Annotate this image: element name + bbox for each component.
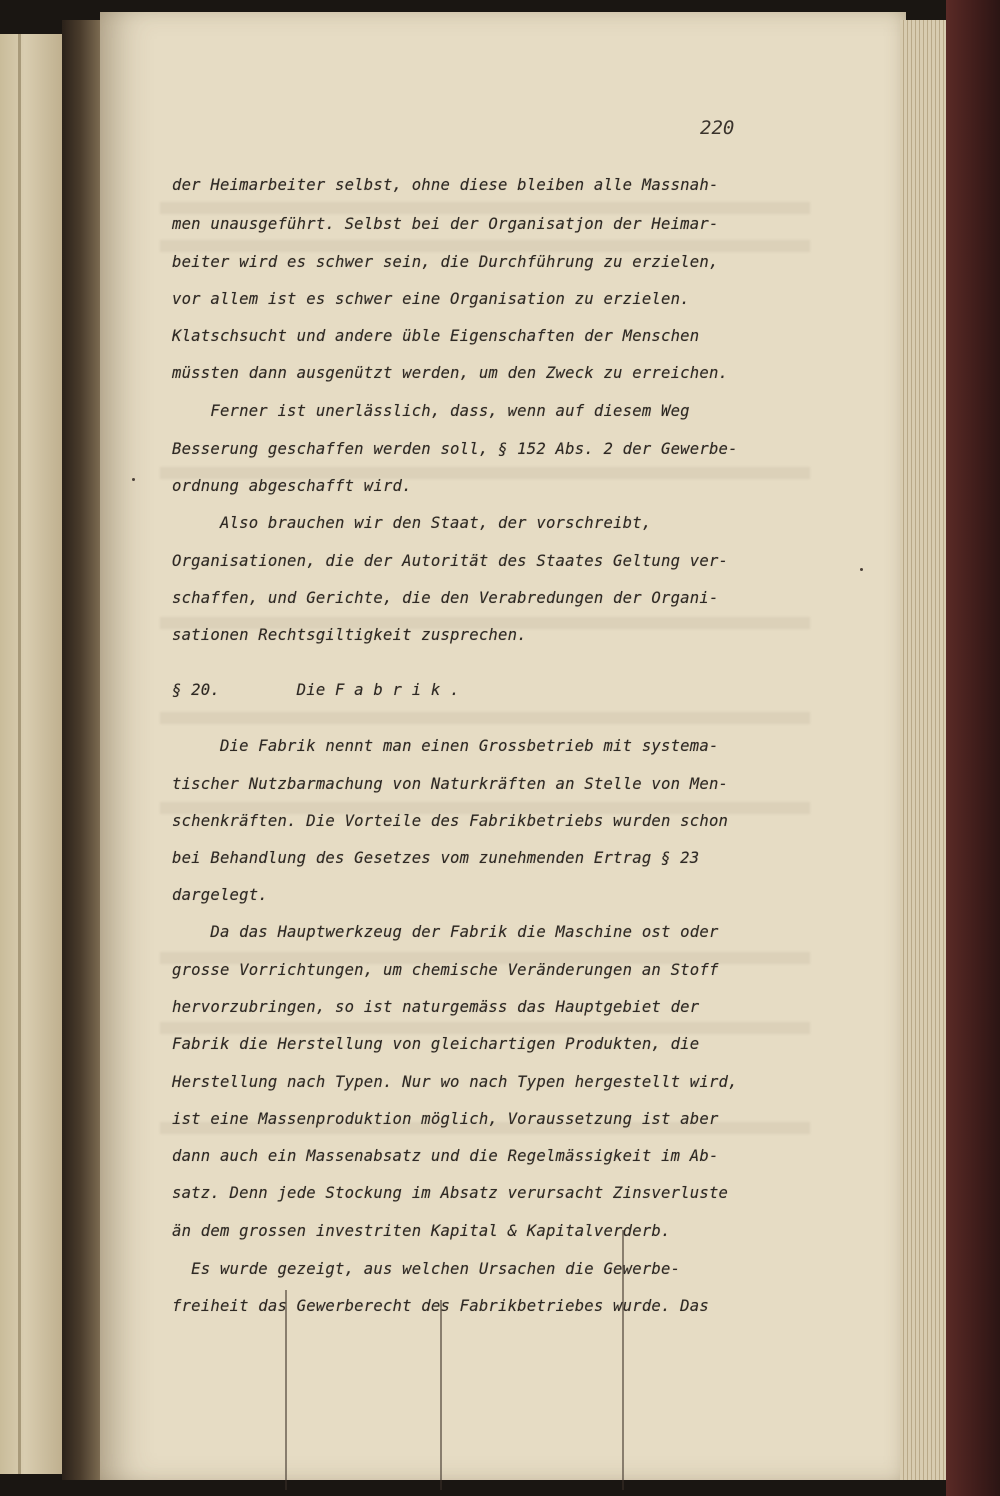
text-line: sationen Rechtsgiltigkeit zusprechen.: [172, 626, 527, 644]
text-line: hervorzubringen, so ist naturgemäss das Hauptgebiet der: [172, 998, 700, 1016]
page-edges: [900, 20, 946, 1480]
text-line: Ferner ist unerlässlich, dass, wenn auf diesem Weg: [172, 402, 690, 420]
text-line: dargelegt.: [172, 886, 268, 904]
text-line: Besserung geschaffen werden soll, § 152 Abs. 2 der Gewerbe-: [172, 440, 738, 458]
text-line: vor allem ist es schwer eine Organisation zu erzielen.: [172, 290, 690, 308]
left-page-edge: [0, 34, 64, 1474]
text-line: Herstellung nach Typen. Nur wo nach Typen hergestellt wird,: [172, 1073, 738, 1091]
text-line: men unausgeführt. Selbst bei der Organisatjon der Heimar-: [172, 215, 719, 233]
text-line: Da das Hauptwerkzeug der Fabrik die Maschine ost oder: [172, 923, 719, 941]
text-line: ordnung abgeschafft wird.: [172, 477, 412, 495]
text-line: Organisationen, die der Autorität des Staates Geltung ver-: [172, 552, 729, 570]
text-line: Es wurde gezeigt, aus welchen Ursachen die Gewerbe-: [172, 1260, 681, 1278]
text-line: freiheit das Gewerberecht des Fabrikbetriebes wurde. Das: [172, 1297, 709, 1315]
text-line: müssten dann ausgenützt werden, um den Zweck zu erreichen.: [172, 364, 729, 382]
text-line: dann auch ein Massenabsatz und die Regelmässigkeit im Ab-: [172, 1147, 719, 1165]
text-line: schaffen, und Gerichte, die den Verabredungen der Organi-: [172, 589, 719, 607]
text-line: tischer Nutzbarmachung von Naturkräften an Stelle von Men-: [172, 775, 729, 793]
book-cover: [946, 0, 1000, 1496]
text-line: än dem grossen investriten Kapital & Kapitalverderb.: [172, 1222, 671, 1240]
text-line: schenkräften. Die Vorteile des Fabrikbetriebs wurden schon: [172, 812, 729, 830]
text-line: grosse Vorrichtungen, um chemische Veränderungen an Stoff: [172, 961, 719, 979]
text-line: der Heimarbeiter selbst, ohne diese bleiben alle Massnah-: [172, 176, 719, 194]
text-line: Die Fabrik nennt man einen Grossbetrieb mit systema-: [172, 737, 719, 755]
text-line: bei Behandlung des Gesetzes vom zunehmenden Ertrag § 23: [172, 849, 700, 867]
text-line: beiter wird es schwer sein, die Durchführung zu erzielen,: [172, 253, 719, 271]
section-heading: § 20. Die F a b r i k .: [172, 681, 460, 699]
text-line: Fabrik die Herstellung von gleichartigen Produkten, die: [172, 1035, 700, 1053]
text-line: ist eine Massenproduktion möglich, Voraussetzung ist aber: [172, 1110, 719, 1128]
text-line: Klatschsucht und andere üble Eigenschaften der Menschen: [172, 327, 700, 345]
page-number: 220: [700, 117, 735, 139]
text-line: Also brauchen wir den Staat, der vorschreibt,: [172, 514, 652, 532]
text-line: satz. Denn jede Stockung im Absatz verursacht Zinsverluste: [172, 1184, 729, 1202]
